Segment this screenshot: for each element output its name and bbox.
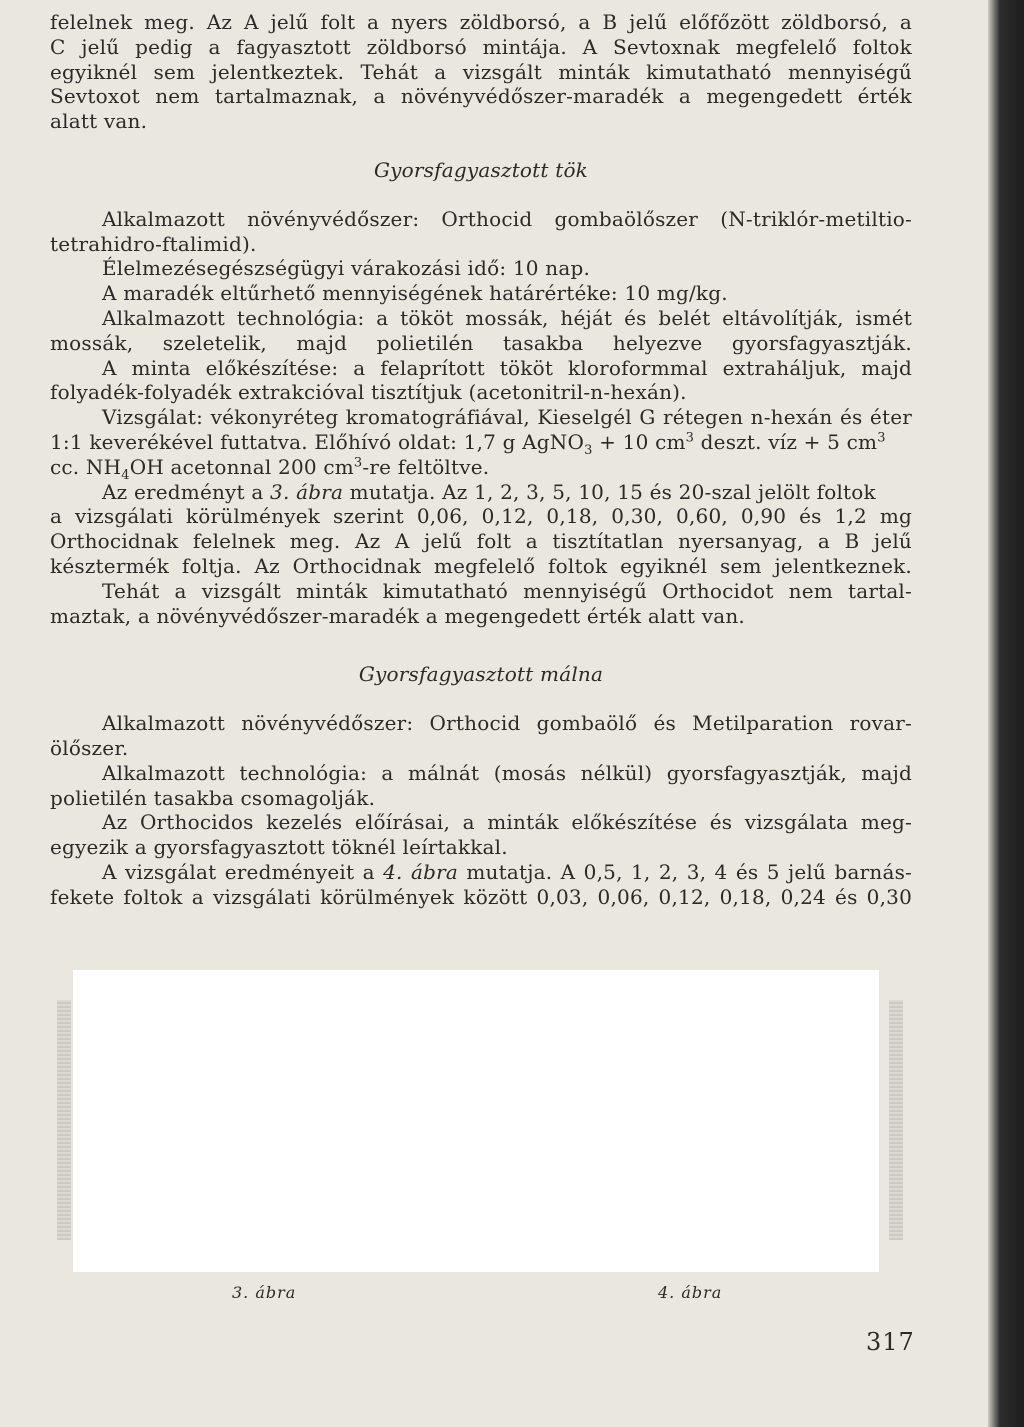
book-spine-edge	[988, 0, 1024, 1427]
photo-left-strip	[57, 1000, 71, 1240]
photo-right-strip	[889, 1000, 903, 1240]
text-line: fekete foltok a vizsgálati körülmények között 0,03, 0,06, 0,12, 0,18, 0,24 és 0,30	[50, 884, 912, 909]
figure-caption-4: 4. ábra	[658, 1283, 723, 1302]
figure-image-area	[73, 970, 879, 1272]
text-line: alatt van.	[50, 109, 148, 134]
body-text	[50, 10, 912, 910]
text-line: egyezik a gyorsfagyasztott töknél leírtakkal.	[50, 835, 508, 860]
text-line: Az eredményt a 3. ábra mutatja. Az 1, 2, 3, 5, 10, 15 és 20-szal jelölt foltok	[102, 479, 876, 504]
section-heading-malna: Gyorsfagyasztott málna	[358, 662, 604, 687]
text-line: egyiknél sem jelentkeztek. Tehát a vizsgált minták kimutatható mennyiségű	[50, 59, 912, 84]
text-line: Alkalmazott növényvédőszer: Orthocid gombaölő és Metilparation rovar-	[102, 711, 912, 736]
text-line: A maradék eltűrhető mennyiségének határértéke: 10 mg/kg.	[102, 281, 728, 306]
figure-reference: 3. ábra	[270, 479, 344, 504]
figure-photographs	[57, 970, 907, 1272]
text-line: Alkalmazott növényvédőszer: Orthocid gombaölőszer (N-triklór-metiltio-	[102, 206, 912, 231]
figure-caption-3: 3. ábra	[232, 1283, 297, 1302]
text-line: ölőszer.	[50, 735, 129, 760]
text-line: folyadék-folyadék extrakcióval tisztítjuk (acetonitril-n-hexán).	[50, 380, 687, 405]
section-heading-tok: Gyorsfagyasztott tök	[374, 157, 588, 182]
text-line: Sevtoxot nem tartalmaznak, a növényvédőszer-maradék a megengedett érték	[50, 84, 912, 109]
text-line: Az Orthocidos kezelés előírásai, a minták előkészítése és vizsgálata meg-	[102, 810, 912, 835]
text-line: tetrahidro-ftalimid).	[50, 231, 257, 256]
text-line: C jelű pedig a fagyasztott zöldborsó mintája. A Sevtoxnak megfelelő foltok	[50, 34, 912, 59]
text-line: Élelmezésegészségügyi várakozási idő: 10 nap.	[102, 256, 591, 281]
text-line: mossák, szeletelik, majd polietilén tasakba helyezve gyorsfagyasztják.	[50, 330, 912, 355]
text-line: maztak, a növényvédőszer-maradék a megengedett érték alatt van.	[50, 603, 745, 628]
text-line: Tehát a vizsgált minták kimutatható mennyiségű Orthocidot nem tartal-	[102, 578, 912, 603]
figure-reference: 4. ábra	[383, 859, 458, 884]
text-line: a vizsgálati körülmények szerint 0,06, 0,12, 0,18, 0,30, 0,60, 0,90 és 1,2 mg	[50, 504, 912, 529]
text-line: Vizsgálat: vékonyréteg kromatográfiával, Kieselgél G rétegen n-hexán és éter	[102, 405, 912, 430]
text-line: polietilén tasakba csomagolják.	[50, 785, 376, 810]
text-line: 1:1 keverékével futtatva. Előhívó oldat: 1,7 g AgNO$_3$ + 10 $cm^3$ deszt. víz + 5 $cm^3$	[50, 429, 886, 458]
text-line: cc. $NH_4OH$ acetonnal 200 $cm^3-re$ feltöltve.	[50, 454, 490, 483]
text-line: Alkalmazott technológia: a tököt mossák, héját és belét eltávolítják, ismét	[102, 305, 912, 330]
page-number: 317	[866, 1328, 915, 1356]
text-line: A vizsgálat eredményeit a 4. ábra mutatja. A 0,5, 1, 2, 3, 4 és 5 jelű barnás-	[102, 859, 912, 884]
text-line: késztermék foltja. Az Orthocidnak megfelelő foltok egyiknél sem jelentkeznek.	[50, 553, 912, 578]
text-line: Alkalmazott technológia: a málnát (mosás nélkül) gyorsfagyasztják, majd	[102, 760, 912, 785]
text-line: felelnek meg. Az A jelű folt a nyers zöldborsó, a B jelű előfőzött zöldborsó, a	[50, 10, 912, 34]
text-line: A minta előkészítése: a felaprított tököt kloroformmal extraháljuk, majd	[102, 355, 912, 380]
text-line: Orthocidnak felelnek meg. Az A jelű folt a tisztítatlan nyersanyag, a B jelű	[50, 529, 912, 554]
